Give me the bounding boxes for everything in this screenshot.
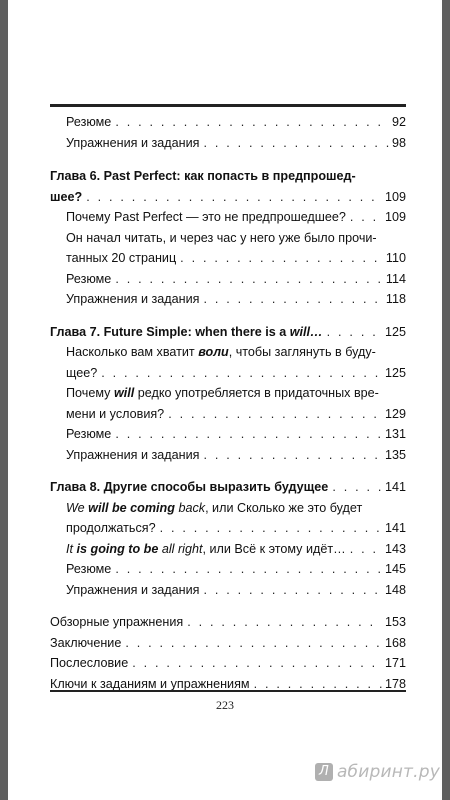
entry-page: 153 [384,615,406,629]
toc-entry [50,404,406,425]
entry-page: 125 [384,365,406,380]
entry-page: 168 [384,635,406,650]
leader-dots [115,424,382,445]
leader-dots [115,269,383,290]
entry-title-line1 [50,498,406,519]
toc-entry [50,445,406,466]
entry-title-line2: мени и условия? [66,406,165,421]
leader-dots [332,477,382,498]
leader-dots [86,187,382,208]
leader-dots [180,248,383,269]
chapter-8-title: Глава 8. Другие способы выразить будущее [50,480,329,494]
entry-title: Упражнения и задания [66,292,200,306]
entry-title: Послесловие [50,656,129,670]
italic-part: all right [158,541,203,556]
entry-page: 98 [391,135,406,150]
entry-page: 114 [385,271,406,286]
text-part: Насколько вам хватит [66,345,199,359]
toc-entry [50,207,406,228]
toc-entry [50,633,406,654]
emphasis: воли [198,345,229,359]
bottom-rule [50,690,406,692]
toc-entry [50,518,406,539]
leader-dots [187,612,382,633]
entry-title-line2: танных 20 страниц [66,251,177,265]
entry-page: 171 [384,656,406,670]
entry-title: Резюме [66,271,112,286]
entry-title: Обзорные упражнения [50,615,184,629]
leader-dots [350,207,382,228]
italic-part: back [174,500,206,515]
entry-page: 143 [384,541,406,556]
leader-dots [203,289,382,310]
entry-page: 145 [384,562,406,576]
toc-entry [50,653,406,674]
entry-title: Резюме [66,115,112,129]
watermark-logo-icon: Л [315,763,333,781]
italic-part: It [66,541,77,556]
leader-dots [327,322,382,343]
toc-entry [50,612,406,633]
toc-entry [50,269,406,290]
toc-entry [50,539,406,560]
leader-dots [132,653,382,674]
leader-dots [160,518,382,539]
chapter-6-title-line1: Глава 6. Past Perfect: как попасть в предпрошед- [50,169,356,183]
top-rule [50,104,406,107]
entry-title: Упражнения и задания [66,447,200,462]
entry-title: Заключение [50,635,122,650]
emphasis: will [113,386,135,400]
toc-entry [50,112,406,133]
entry-page: 125 [384,324,406,339]
chapter-7-prefix: Глава 7. Future Simple: when there is a [50,324,290,339]
toc-entry [50,322,406,343]
toc-entry [50,289,406,310]
entry-title: Ключи к заданиям и упражнениям [50,676,250,691]
text-part: Почему [66,386,114,400]
leader-dots [125,633,382,654]
emphasis: will be coming [88,500,175,515]
entry-page: 141 [384,480,406,494]
entry-title [66,539,346,560]
italic-part: We [66,500,89,515]
text-part: , чтобы заглянуть в буду- [228,345,376,359]
toc-entry [50,187,406,208]
watermark-text: абиринт.ру [336,762,440,782]
entry-title: Резюме [66,562,112,576]
page-number: 223 [216,698,234,712]
toc-entry [50,363,406,384]
entry-page: 135 [384,447,406,462]
entry-title: Упражнения и задания [66,582,200,597]
entry-page: 131 [384,427,406,441]
table-of-contents [50,112,406,694]
toc-entry [50,580,406,601]
entry-page: 92 [391,115,406,129]
entry-title: Почему Past Perfect — это не предпрошедшее? [66,210,346,224]
text-part: , или Всё к этому идёт… [202,541,346,556]
chapter-6-title-line2: шее? [50,189,83,204]
watermark [315,762,440,782]
text-part: , или Сколько же это будет [205,500,363,515]
chapter-7-title [50,322,323,343]
toc-entry [50,559,406,580]
entry-title-line1 [50,383,406,404]
entry-page: 178 [384,676,406,691]
entry-page: 109 [384,210,406,224]
entry-page: 110 [385,251,406,265]
leader-dots [203,133,389,154]
book-page [8,0,442,800]
leader-dots [101,363,382,384]
entry-page: 118 [385,292,406,306]
leader-dots [203,580,382,601]
toc-entry [50,424,406,445]
entry-page: 129 [384,406,406,421]
leader-dots [115,559,382,580]
entry-title: Резюме [66,427,112,441]
entry-title-line2: щее? [66,365,98,380]
entry-title-line1 [50,342,406,363]
entry-page: 141 [384,521,406,535]
leader-dots [203,445,382,466]
toc-entry [50,248,406,269]
toc-entry [50,477,406,498]
entry-title: Упражнения и задания [66,135,200,150]
entry-title-line2: продолжаться? [66,521,156,535]
toc-entry [50,133,406,154]
text-part: редко употребляется в придаточных вре- [134,386,379,400]
emphasis: is going to be [76,541,159,556]
leader-dots [168,404,382,425]
entry-page: 109 [384,189,406,204]
chapter-7-emphasis: will… [289,324,323,339]
leader-dots [115,112,389,133]
entry-page: 148 [384,582,406,597]
entry-title-line1: Он начал читать, и через час у него уже было прочи- [66,230,377,245]
leader-dots [350,539,382,560]
